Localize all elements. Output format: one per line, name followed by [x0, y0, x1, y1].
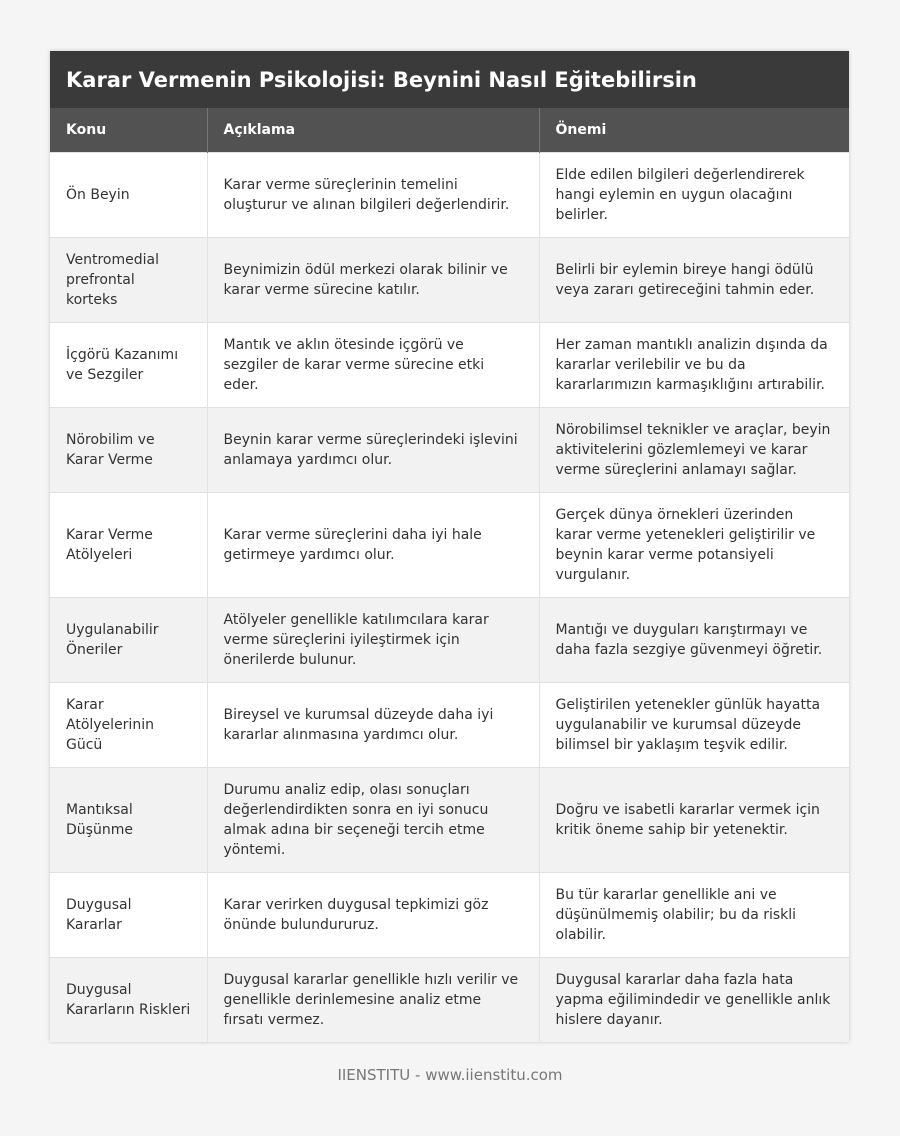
cell-onemi: Duygusal kararlar daha fazla hata yapma eğilimindedir ve genellikle anlık hislere dayanır. [539, 957, 849, 1042]
table-row [50, 407, 849, 492]
cell-onemi: Belirli bir eylemin bireye hangi ödülü veya zararı getireceğini tahmin eder. [539, 237, 849, 322]
table-row [50, 152, 849, 237]
cell-onemi: Geliştirilen yetenekler günlük hayatta uygulanabilir ve kurumsal düzeyde bilimsel bir yaklaşım teşvik edilir. [539, 682, 849, 767]
table-row [50, 767, 849, 872]
info-table-card [50, 51, 849, 1042]
cell-onemi: Her zaman mantıklı analizin dışında da kararlar verilebilir ve bu da kararlarımızın karmaşıklığını artırabilir. [539, 322, 849, 407]
cell-konu: Karar Verme Atölyeleri [50, 492, 207, 597]
cell-konu: Duygusal Kararların Riskleri [50, 957, 207, 1042]
table-header-row [50, 108, 849, 152]
cell-konu: Mantıksal Düşünme [50, 767, 207, 872]
cell-aciklama: Atölyeler genellikle katılımcılara karar verme süreçlerini iyileştirmek için önerilerde bulunur. [207, 597, 539, 682]
cell-onemi: Doğru ve isabetli kararlar vermek için kritik öneme sahip bir yetenektir. [539, 767, 849, 872]
cell-konu: Nörobilim ve Karar Verme [50, 407, 207, 492]
column-header-onemi: Önemi [539, 108, 849, 152]
cell-aciklama: Beynin karar verme süreçlerindeki işlevini anlamaya yardımcı olur. [207, 407, 539, 492]
cell-aciklama: Bireysel ve kurumsal düzeyde daha iyi kararlar alınmasına yardımcı olur. [207, 682, 539, 767]
cell-konu: Ventromedial prefrontal korteks [50, 237, 207, 322]
cell-onemi: Nörobilimsel teknikler ve araçlar, beyin aktivitelerini gözlemlemeyi ve karar verme süreçlerini anlamayı sağlar. [539, 407, 849, 492]
cell-aciklama: Karar verirken duygusal tepkimizi göz önünde bulundururuz. [207, 872, 539, 957]
table-row [50, 237, 849, 322]
cell-aciklama: Karar verme süreçlerini daha iyi hale getirmeye yardımcı olur. [207, 492, 539, 597]
cell-onemi: Gerçek dünya örnekleri üzerinden karar verme yetenekleri geliştirilir ve beynin karar verme potansiyeli vurgulanır. [539, 492, 849, 597]
cell-aciklama: Beynimizin ödül merkezi olarak bilinir ve karar verme sürecine katılır. [207, 237, 539, 322]
cell-onemi: Mantığı ve duyguları karıştırmayı ve daha fazla sezgiye güvenmeyi öğretir. [539, 597, 849, 682]
footer-credit: IIENSTITU - www.iienstitu.com [337, 1066, 563, 1084]
cell-aciklama: Karar verme süreçlerinin temelini oluşturur ve alınan bilgileri değerlendirir. [207, 152, 539, 237]
cell-konu: Ön Beyin [50, 152, 207, 237]
cell-konu: Uygulanabilir Öneriler [50, 597, 207, 682]
cell-onemi: Bu tür kararlar genellikle ani ve düşünülmemiş olabilir; bu da riskli olabilir. [539, 872, 849, 957]
column-header-konu: Konu [50, 108, 207, 152]
table-row [50, 682, 849, 767]
info-table [50, 108, 849, 1042]
cell-konu: Karar Atölyelerinin Gücü [50, 682, 207, 767]
table-row [50, 597, 849, 682]
cell-konu: Duygusal Kararlar [50, 872, 207, 957]
table-row [50, 872, 849, 957]
table-row [50, 957, 849, 1042]
column-header-aciklama: Açıklama [207, 108, 539, 152]
cell-aciklama: Durumu analiz edip, olası sonuçları değerlendirdikten sonra en iyi sonucu almak adına bir seçeneği tercih etme yöntemi. [207, 767, 539, 872]
table-row [50, 322, 849, 407]
page-title: Karar Vermenin Psikolojisi: Beynini Nasıl Eğitebilirsin [50, 51, 849, 108]
cell-aciklama: Duygusal kararlar genellikle hızlı verilir ve genellikle derinlemesine analiz etme fırsatı vermez. [207, 957, 539, 1042]
table-row [50, 492, 849, 597]
cell-konu: İçgörü Kazanımı ve Sezgiler [50, 322, 207, 407]
cell-onemi: Elde edilen bilgileri değerlendirerek hangi eylemin en uygun olacağını belirler. [539, 152, 849, 237]
cell-aciklama: Mantık ve aklın ötesinde içgörü ve sezgiler de karar verme sürecine etki eder. [207, 322, 539, 407]
